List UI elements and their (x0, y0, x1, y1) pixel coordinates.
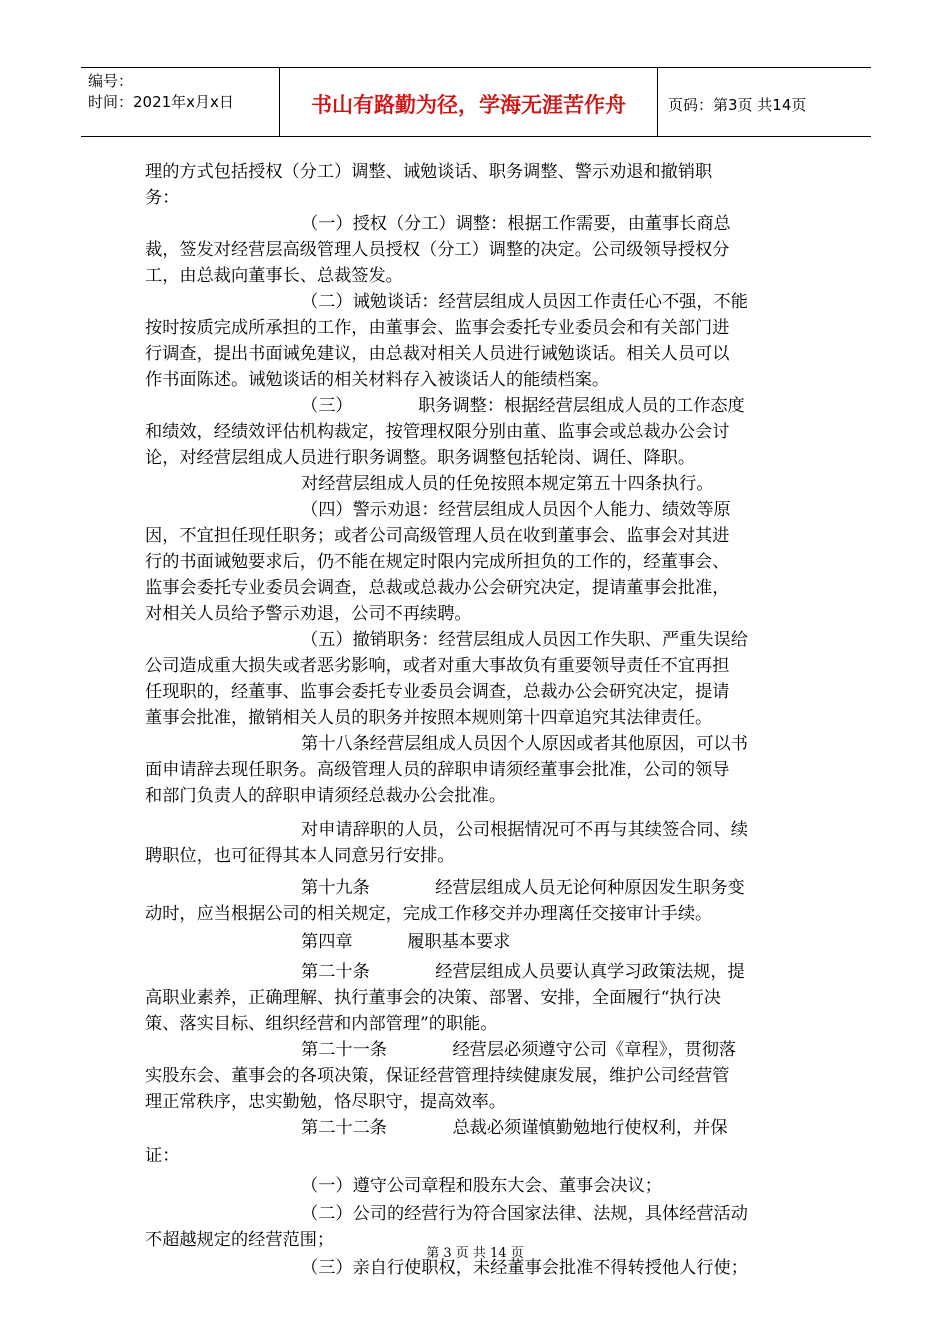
text-line: 和绩效，经绩效评估机构裁定，按管理权限分别由董、监事会或总裁办公会讨 (145, 422, 730, 442)
text-line: （二）诫勉谈话：经营层组成人员因工作责任心不强，不能 (301, 292, 748, 312)
text-line: （一）遵守公司章程和股东大会、董事会决议； (301, 1176, 662, 1196)
text-line: 面申请辞去现任职务。高级管理人员的辞职申请须经董事会批准，公司的领导 (145, 760, 730, 780)
text-line: 对申请辞职的人员，公司根据情况可不再与其续签合同、续 (301, 820, 748, 840)
text-line: 因，不宜担任现任职务；或者公司高级管理人员在收到董事会、监事会对其进 (145, 526, 730, 546)
text-line: 任现职的，经董事、监事会委托专业委员会调查，总裁办公会研究决定，提请 (145, 682, 730, 702)
text-line: 董事会批准，撤销相关人员的职务并按照本规则第十四章追究其法律责任。 (145, 708, 713, 728)
text-line: 第十八条经营层组成人员因个人原因或者其他原因，可以书 (301, 734, 748, 754)
text-line: 策、落实目标、组织经营和内部管理”的职能。 (145, 1014, 498, 1034)
text-line: 按时按质完成所承担的工作，由董事会、监事会委托专业委员会和有关部门进 (145, 318, 730, 338)
code-label: 编号： (88, 72, 134, 90)
text-line: 务： (145, 188, 180, 208)
text-line: （一）授权（分工）调整：根据工作需要，由董事长商总 (301, 214, 731, 234)
text-line: （三） 职务调整：根据经营层组成人员的工作态度 (301, 396, 745, 416)
header-left-cell (81, 68, 280, 136)
text-line: 对经营层组成人员的任免按照本规定第五十四条执行。 (301, 474, 714, 494)
text-line: 对相关人员给予警示劝退，公司不再续聘。 (145, 604, 472, 624)
page-info: 页码：第3页 共14页 (668, 95, 807, 114)
time-label: 时间：2021年x月x日 (88, 93, 234, 111)
text-line: （二）公司的经营行为符合国家法律、法规，具体经营活动 (301, 1204, 748, 1224)
text-line: 裁，签发对经营层高级管理人员授权（分工）调整的决定。公司级领导授权分 (145, 240, 730, 260)
chapter-heading: 第四章 履职基本要求 (301, 932, 511, 952)
text-line: （四）警示劝退：经营层组成人员因个人能力、绩效等原 (301, 500, 731, 520)
text-line: 第二十二条 总裁必须谨慎勤勉地行使权利，并保 (301, 1118, 728, 1138)
text-line: 动时，应当根据公司的相关规定，完成工作移交并办理离任交接审计手续。 (145, 904, 713, 924)
text-line: （五）撤销职务：经营层组成人员因工作失职、严重失误给 (301, 630, 748, 650)
motto: 书山有路勤为径，学海无涯苦作舟 (280, 68, 658, 136)
text-line: （三）亲自行使职权，未经董事会批准不得转授他人行使； (301, 1258, 748, 1278)
page-footer: 第 3 页 共 14 页 (426, 1246, 524, 1261)
text-line: 和部门负责人的辞职申请须经总裁办公会批准。 (145, 786, 506, 806)
text-line: 理的方式包括授权（分工）调整、诫勉谈话、职务调整、警示劝退和撤销职 (145, 162, 713, 182)
text-line: 理正常秩序，忠实勤勉，恪尽职守，提高效率。 (145, 1092, 506, 1112)
text-line: 监事会委托专业委员会调查，总裁或总裁办公会研究决定，提请董事会批准， (145, 578, 730, 598)
text-line: 行调查，提出书面诫免建议，由总裁对相关人员进行诫勉谈话。相关人员可以 (145, 344, 730, 364)
text-line: 聘职位，也可征得其本人同意另行安排。 (145, 846, 455, 866)
text-line: 第十九条 经营层组成人员无论何种原因发生职务变 (301, 878, 745, 898)
text-line: 论，对经营层组成人员进行职务调整。职务调整包括轮岗、调任、降职。 (145, 448, 696, 468)
text-line: 公司造成重大损失或者恶劣影响，或者对重大事故负有重要领导责任不宜再担 (145, 656, 730, 676)
text-line: 第二十一条 经营层必须遵守公司《章程》，贯彻落 (301, 1040, 737, 1060)
text-line: 作书面陈述。诫勉谈话的相关材料存入被谈话人的能绩档案。 (145, 370, 610, 390)
text-line: 工，由总裁向董事长、总裁签发。 (145, 266, 403, 286)
text-line: 不超越规定的经营范围； (145, 1230, 335, 1250)
text-line: 行的书面诫勉要求后，仍不能在规定时限内完成所担负的工作的，经董事会、 (145, 552, 730, 572)
text-line: 高职业素养，正确理解、执行董事会的决策、部署、安排，全面履行“执行决 (145, 988, 721, 1008)
header-table (81, 67, 871, 137)
text-line: 第二十条 经营层组成人员要认真学习政策法规，提 (301, 962, 745, 982)
text-line: 证： (145, 1146, 180, 1166)
text-line: 实股东会、董事会的各项决策，保证经营管理持续健康发展，维护公司经营管 (145, 1066, 730, 1086)
